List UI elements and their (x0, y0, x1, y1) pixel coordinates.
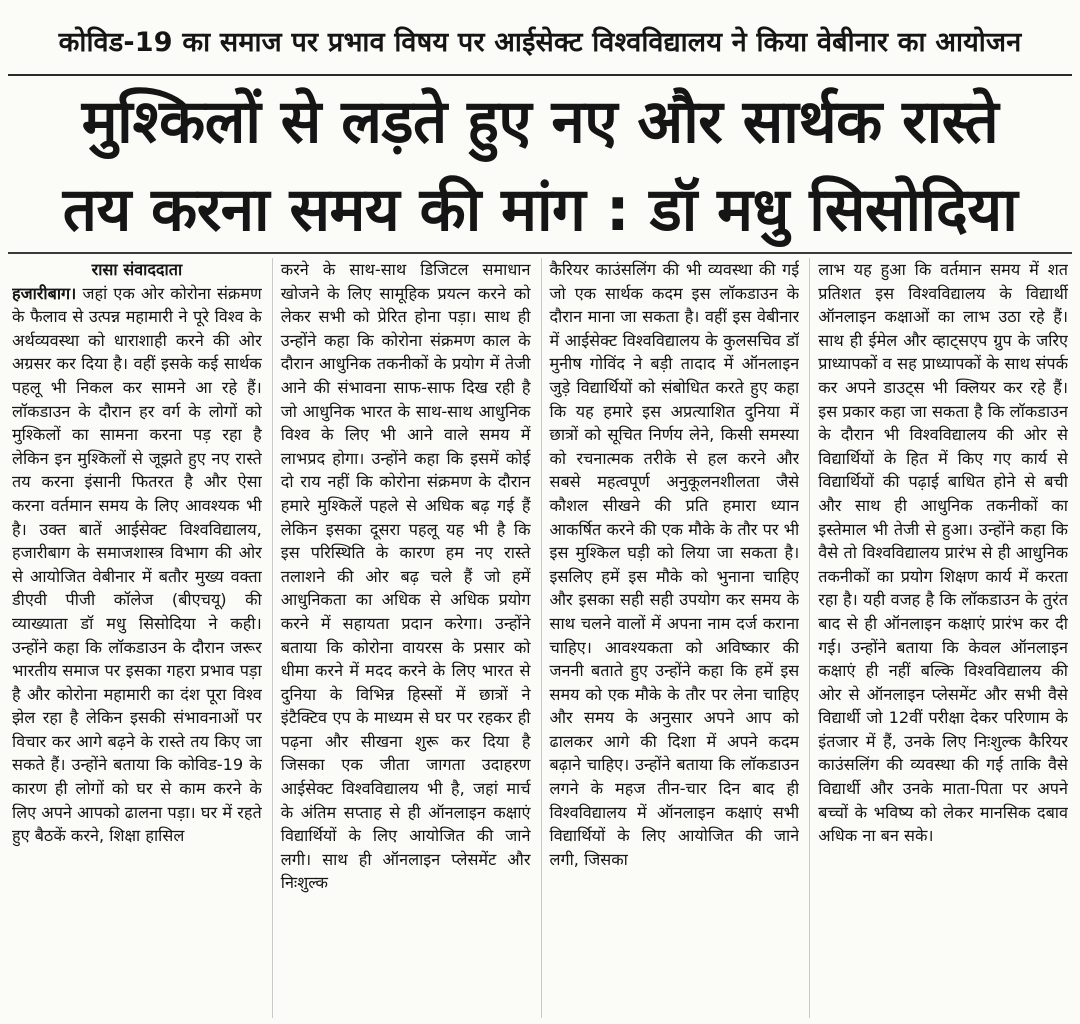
column-4-text: लाभ यह हुआ कि वर्तमान समय में शत प्रतिशत इस विश्वविद्यालय के विद्यार्थी ऑनलाइन कक्षाओं का लाभ उठा रहे हैं। साथ ही ईमेल और व्हाट्सएप ग्रुप के जरिए प्राध्यापकों व सह प्राध्यापकों के साथ संपर्क कर अपने डाउट्स भी क्लियर कर रहे हैं। इस प्रकार कहा जा सकता है कि लॉकडाउन के दौरान भी विश्वविद्यालय की ओर से विद्यार्थियों के हित में किए गए कार्य से विद्यार्थियों की पढ़ाई बाधित होने से बची और साथ ही आधुनिक तकनीकों का इस्तेमाल भी तेजी से हुआ। उन्होंने कहा कि वैसे तो विश्वविद्यालय प्रारंभ से ही आधुनिक तकनीकों का प्रयोग शिक्षण कार्य में करता रहा है। यही वजह है कि लॉकडाउन के तुरंत बाद से ही ऑनलाइन कक्षाएं प्रारंभ कर दी गई। उन्होंने बताया कि केवल ऑनलाइन कक्षाएं ही नहीं बल्कि विश्वविद्यालय की ओर से ऑनलाइन प्लेसमेंट और सभी वैसे विद्यार्थी जो 12वीं परीक्षा देकर परिणाम के इंतजार में हैं, उनके लिए निःशुल्क कैरियर काउंसलिंग की व्यवस्था की गई ताकि वैसे विद्यार्थी और उनके माता-पिता पर अपने बच्चों के भविष्य को लेकर मानसिक दबाव अधिक ना बन सके। (818, 260, 1068, 846)
article-column-2 (272, 258, 531, 1018)
column-2-text: करने के साथ-साथ डिजिटल समाधान खोजने के लिए सामूहिक प्रयत्न करने को लेकर सभी को प्रेरित होना पड़ा। साथ ही उन्होंने कहा कि कोरोना संक्रमण काल के दौरान आधुनिक तकनीकों के प्रयोग में तेजी आने की संभावना साफ-साफ दिख रही है जो आधुनिक भारत के साथ-साथ आधुनिक विश्व के लिए भी आने वाले समय में लाभप्रद होगा। उन्होंने कहा कि इसमें कोई दो राय नहीं कि कोरोना संक्रमण के दौरान हमारे मुश्किलें पहले से अधिक बढ़ गई हैं लेकिन इसका दूसरा पहलू यह भी है कि इस परिस्थिति के कारण हम नए रास्ते तलाशने की ओर बढ़ चले हैं जो हमें आधुनिकता का अधिक से अधिक प्रयोग करने में सहायता प्रदान करेगा। उन्होंने बताया कि कोरोना वायरस के प्रसार को धीमा करने में मदद करने के लिए भारत से दुनिया के विभिन्न हिस्सों में छात्रों ने इंटैक्टिव एप के माध्यम से घर पर रहकर ही पढ़ना और सीखना शुरू कर दिया है जिसका एक जीता जागता उदाहरण आईसेक्ट विश्वविद्यालय भी है, जहां मार्च के अंतिम सप्ताह से ही ऑनलाइन कक्षाएं विद्यार्थियों के लिए आयोजित की जाने लगी। साथ ही ऑनलाइन प्लेसमेंट और निःशुल्क (280, 260, 531, 893)
dateline: हजारीबाग। (12, 283, 77, 303)
column-3-text: कैरियर काउंसलिंग की भी व्यवस्था की गई जो एक सार्थक कदम इस लॉकडाउन के दौरान माना जा सकता है। वहीं इस वेबीनार में आईसेक्ट विश्वविद्यालय के कुलसचिव डॉ मुनीष गोविंद ने बड़ी तादाद में ऑनलाइन जुड़े विद्यार्थियों को संबोधित करते हुए कहा कि यह हमारे इस अप्रत्याशित दुनिया में छात्रों को सूचित निर्णय लेने, किसी समस्या को रचनात्मक तरीके से हल करने और सबसे महत्वपूर्ण अनुकूलनशीलता जैसे कौशल सीखने की प्रति हमारा ध्यान आकर्षित करने की एक मौके के तौर पर भी इस मुश्किल घड़ी को लिया जा सकता है। इसलिए हमें इस मौके को भुनाना चाहिए और इसका सही सही उपयोग कर समय के साथ चलने वालों में अपना नाम दर्ज कराना चाहिए। आवश्यकता को अविष्कार की जननी बताते हुए उन्होंने कहा कि हमें इस समय को एक मौके के तौर पर लेना चाहिए और समय के अनुसार अपने आप को ढालकर आगे की दिशा में अपने कदम बढ़ाने चाहिए। उन्होंने बताया कि लॉकडाउन लगने के महज तीन-चार दिन बाद ही विश्वविद्यालय में ऑनलाइन कक्षाएं सभी विद्यार्थियों के लिए आयोजित की जाने लगी, जिसका (549, 260, 800, 869)
article-body (12, 258, 1068, 1018)
byline: रासा संवाददाता (91, 260, 183, 279)
main-headline (10, 78, 1070, 254)
kicker-headline: कोविड-19 का समाज पर प्रभाव विषय पर आईसेक्ट विश्वविद्यालय ने किया वेबीनार का आयोजन (8, 6, 1072, 76)
headline-divider (8, 252, 1072, 254)
article-column-4 (809, 258, 1068, 1018)
headline-line-1: मुश्किलों से लड़ते हुए नए और सार्थक रास्ते (81, 87, 999, 157)
article-column-1 (12, 258, 262, 1018)
headline-line-2: तय करना समय की मांग : डॉ मधु सिसोदिया (62, 175, 1018, 245)
column-1-text: जहां एक ओर कोरोना संक्रमण के फैलाव से उत्पन्न महामारी ने पूरे विश्व के अर्थव्यवस्था को धाराशाही करने की ओर अग्रसर कर दिया है। वहीं इसके कई सार्थक पहलू भी निकल कर सामने आ रहे हैं। लॉकडाउन के दौरान हर वर्ग के लोगों को मुश्किलों का सामना करना पड़ रहा है लेकिन इन मुश्किलों से जूझते हुए नए रास्ते तय करना इंसानी फितरत है और ऐसा करना वर्तमान समय के लिए आवश्यक भी है। उक्त बातें आईसेक्ट विश्वविद्यालय, हजारीबाग के समाजशास्त्र विभाग की ओर से आयोजित वेबीनार में बतौर मुख्य वक्ता डीएवी पीजी कॉलेज (बीएचयू) की व्याख्याता डॉ मधु सिसोदिया ने कही। उन्होंने कहा कि लॉकडाउन के दौरान जरूर भारतीय समाज पर इसका गहरा प्रभाव पड़ा है और कोरोना महामारी का दंश पूरा विश्व झेल रहा है लेकिन इसकी संभावनाओं पर विचार कर आगे बढ़ने के रास्ते तय किए जा सकते हैं। उन्होंने बताया कि कोविड-19 के कारण ही लोगों को घर से काम करने के लिए अपने आपको ढालना पड़ा। घर में रहते हुए बैठकें करने, शिक्षा हासिल (12, 283, 262, 846)
article-column-3 (541, 258, 800, 1018)
